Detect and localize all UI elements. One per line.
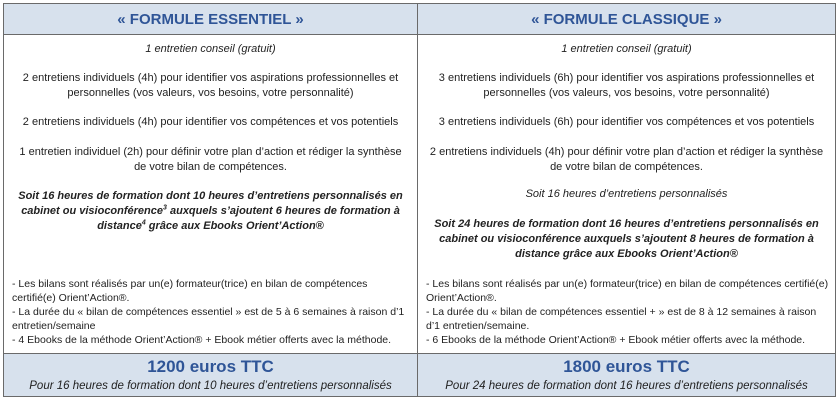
classique-line-aspirations: 3 entretiens individuels (6h) pour identifier vos aspirations professionnelles et personnelles (vos valeurs, vos besoins, votre personnalité) [438,72,815,99]
classique-line-competences: 3 entretiens individuels (6h) pour identifier vos compétences et vos potentiels [438,116,815,128]
essentiel-price-detail: Pour 16 heures de formation dont 10 heures d’entretiens personnalisés [29,380,392,392]
essentiel-summary-part-a: Soit 16 heures de formation dont 10 heures d’entretiens personnalisés en cabinet ou visioconférence [18,190,403,217]
classique-notes [426,277,829,347]
formule-classique-column [418,4,835,396]
essentiel-line-aspirations: 2 entretiens individuels (4h) pour identifier vos aspirations professionnelles et personnelles (vos valeurs, vos besoins, votre personnalité) [22,72,399,99]
classique-note: - 6 Ebooks de la méthode Orient’Action® + Ebook métier offerts avec la méthode. [426,334,806,346]
essentiel-summary-footnote-4: 4 [141,219,146,227]
formule-classique-body [418,35,835,358]
classique-note: - La durée du « bilan de compétences essentiel + » est de 8 à 12 semaines à raison d’1 entretien/semaine. [426,306,817,332]
essentiel-summary-part-b: auxquels s’ajoutent 6 heures de formation à distance [97,205,400,232]
classique-line-plan-action: 2 entretiens individuels (4h) pour définir votre plan d’action et rédiger la synthèse de votre bilan de compétences. [429,146,824,173]
essentiel-price-footer [4,353,417,396]
formule-essentiel-column [4,4,418,396]
classique-note: - Les bilans sont réalisés par un(e) formateur(trice) en bilan de compétences certifié(e) Orient’Action®. [426,278,829,304]
formule-classique-title: « FORMULE CLASSIQUE » [418,4,835,35]
essentiel-notes [12,277,411,347]
classique-price: 1800 euros TTC [563,357,690,376]
essentiel-note: - Les bilans sont réalisés par un(e) formateur(trice) en bilan de compétences certifié(e) Orient’Action®. [12,278,368,304]
formule-essentiel-body [4,35,417,358]
essentiel-line-plan-action: 1 entretien individuel (2h) pour définir votre plan d’action et rédiger la synthèse de votre bilan de compétences. [19,146,402,173]
classique-price-detail: Pour 24 heures de formation dont 16 heures d’entretiens personnalisés [445,380,808,392]
essentiel-summary [14,189,407,234]
classique-price-footer [418,353,835,396]
classique-summary-hours: Soit 16 heures d’entretiens personnalisés [525,188,728,200]
essentiel-line-conseil: 1 entretien conseil (gratuit) [145,43,276,55]
pricing-table [3,3,836,397]
essentiel-note: - La durée du « bilan de compétences essentiel » est de 5 à 6 semaines à raison d’1 entretien/semaine [12,306,405,332]
essentiel-note: - 4 Ebooks de la méthode Orient’Action® + Ebook métier offerts avec la méthode. [12,334,392,346]
essentiel-summary-footnote-3: 3 [163,204,167,212]
essentiel-price: 1200 euros TTC [147,357,274,376]
classique-line-conseil: 1 entretien conseil (gratuit) [561,43,692,55]
formule-essentiel-title: « FORMULE ESSENTIEL » [4,4,417,35]
classique-summary: Soit 24 heures de formation dont 16 heures d’entretiens personnalisés en cabinet ou visioconférence auxquels s’ajoutent 8 heures de formation à distance grâce aux Ebooks Orient’Action® [434,218,819,260]
essentiel-summary-part-c: grâce aux Ebooks Orient’Action® [145,220,324,232]
essentiel-line-competences: 2 entretiens individuels (4h) pour identifier vos compétences et vos potentiels [22,116,399,128]
